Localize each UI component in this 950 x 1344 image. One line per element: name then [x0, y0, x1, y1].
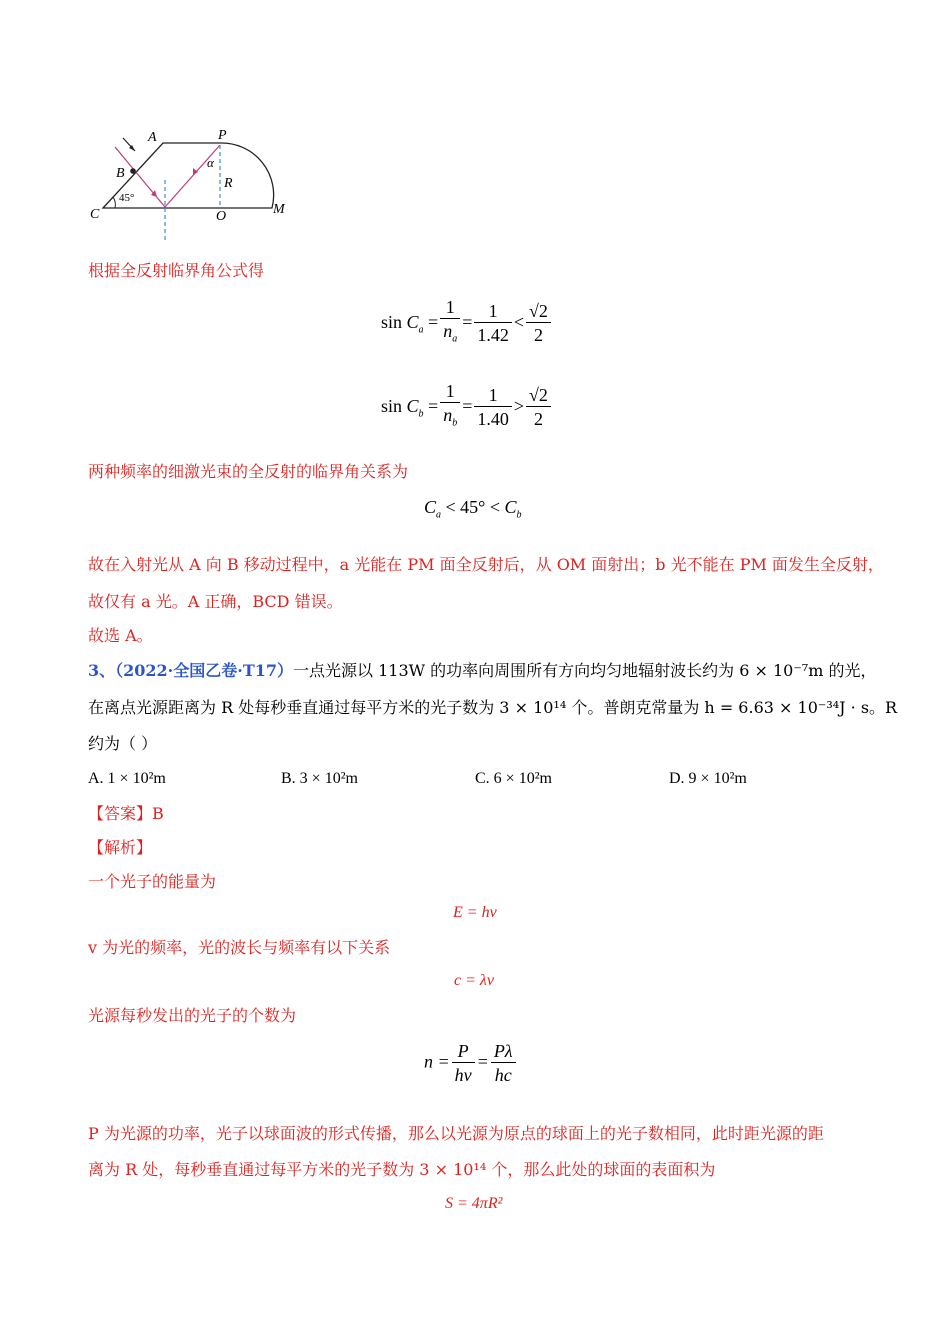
solution-text-9: P 为光源的功率，光子以球面波的形式传播，那么以光源为原点的球面上的光子数相同，此时距光源的距 — [88, 1124, 824, 1143]
equation-photon-count: n = $\frac{P}{hv}$ = $\frac{P\lambda}{hc}$ — [424, 1040, 518, 1087]
solution-text-5: 故选 A。 — [88, 626, 153, 645]
solution-text-7: v 为光的频率，光的波长与频率有以下关系 — [88, 938, 391, 957]
solution-text-1: 根据全反射临界角公式得 — [88, 261, 265, 280]
solution-text-6: 一个光子的能量为 — [88, 872, 217, 891]
equation-sin-cb: $\sin C_b$ = $\frac{1}{n_b}$ = $\frac{1}{1.40}$ > $\frac{√2}{2}$ — [381, 380, 553, 436]
label-C: C — [90, 207, 100, 222]
solution-text-3: 故在入射光从 A 向 B 移动过程中，a 光能在 PM 面全反射后，从 OM 面射出；b 光不能在 PM 面发生全反射， — [88, 555, 884, 574]
question-3-line-1: 3、（2022·全国乙卷·T17）一点光源以 113W 的功率向周围所有方向均匀地辐射波长约为 6 × 10⁻⁷m 的光， — [88, 661, 877, 680]
analysis-label: 【解析】 — [88, 838, 153, 857]
label-M: M — [273, 202, 285, 217]
prism-diagram — [85, 125, 300, 245]
option-c: C. 6 × 10²m — [475, 770, 552, 787]
option-a: A. 1 × 10²m — [88, 770, 166, 787]
question-number: 3、 — [88, 661, 116, 680]
option-d: D. 9 × 10²m — [669, 770, 747, 787]
question-source: （2022·全国乙卷·T17） — [115, 661, 293, 680]
label-alpha: α — [207, 155, 214, 170]
solution-text-4: 故仅有 a 光。A 正确，BCD 错误。 — [88, 592, 343, 611]
question-3-line-3: 约为（ ） — [88, 734, 158, 753]
option-b: B. 3 × 10²m — [281, 770, 358, 787]
answer-label: 【答案】B — [88, 804, 164, 823]
equation-sphere-area: S = 4πR² — [445, 1195, 503, 1212]
equation-wave-relation: c = λv — [454, 972, 494, 989]
solution-text-10: 离为 R 处，每秒垂直通过每平方米的光子数为 3 × 10¹⁴ 个，那么此处的球面的表面积为 — [88, 1160, 716, 1179]
equation-critical-angles: $C_a < 45^\circ < C_b$ — [424, 497, 522, 521]
label-O: O — [216, 209, 227, 224]
label-R: R — [224, 176, 233, 191]
label-angle: 45° — [119, 192, 135, 204]
question-3-line-2: 在离点光源距离为 R 处每秒垂直通过每平方米的光子数为 3 × 10¹⁴ 个。普朗克常量为 h = 6.63 × 10⁻³⁴J · s。R — [88, 698, 898, 717]
label-P: P — [218, 128, 227, 143]
label-A: A — [148, 130, 157, 145]
equation-photon-energy: E = hv — [453, 904, 497, 921]
equation-sin-ca: $\sin C_a$ = $\frac{1}{n_a}$ = $\frac{1}{1.42}$ < $\frac{√2}{2}$ — [381, 296, 553, 352]
solution-text-8: 光源每秒发出的光子的个数为 — [88, 1006, 297, 1025]
label-B: B — [116, 166, 125, 181]
solution-text-2: 两种频率的细激光束的全反射的临界角关系为 — [88, 462, 409, 481]
